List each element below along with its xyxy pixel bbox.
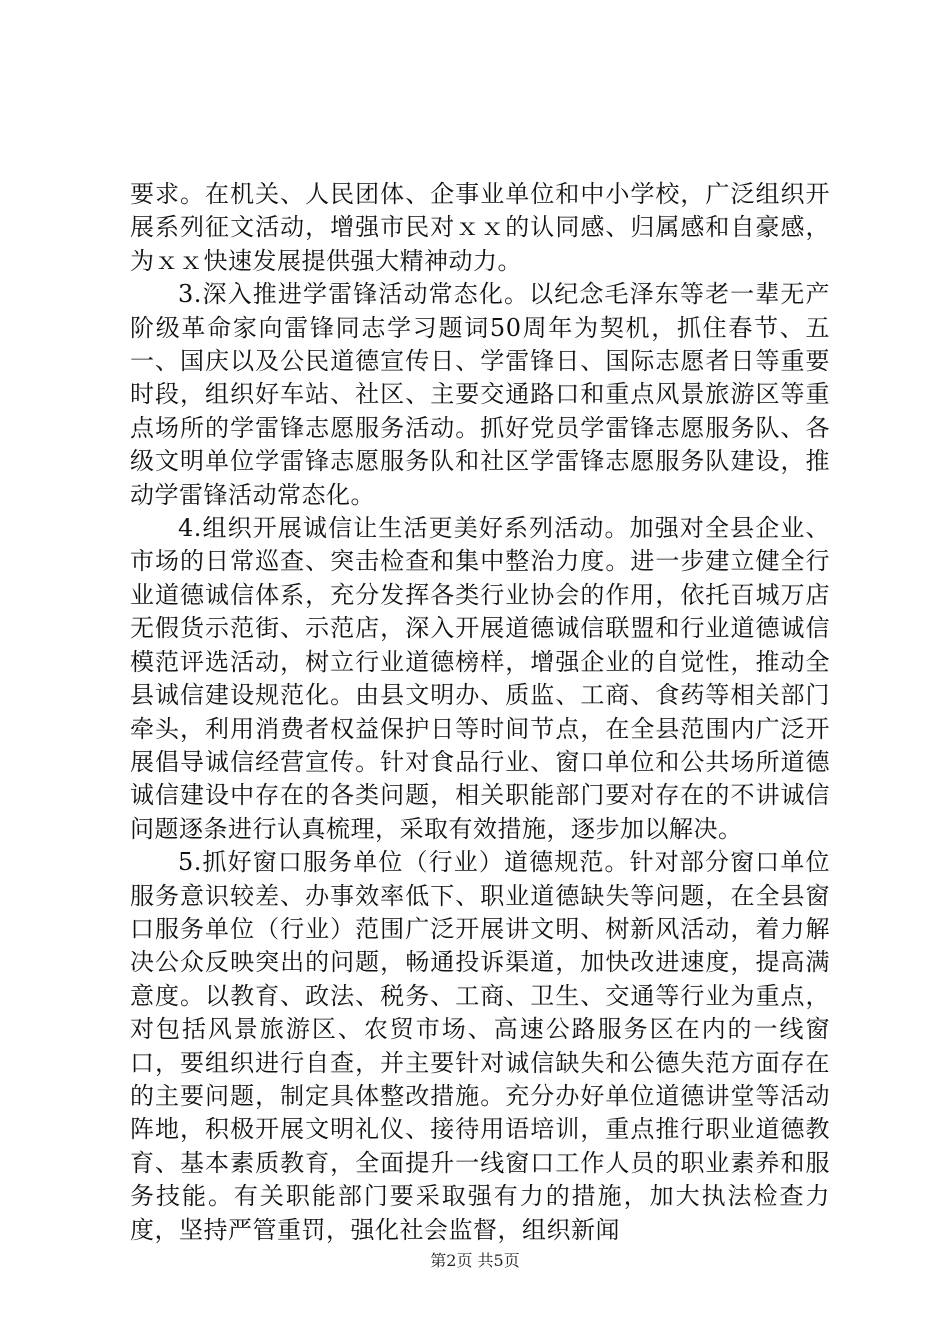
document-body [130, 178, 830, 1247]
paragraph-item-3: 3.深入推进学雷锋活动常态化。以纪念毛泽东等老一辈无产阶级革命家向雷锋同志学习题词50周年为契机，抓住春节、五一、国庆以及公民道德宣传日、学雷锋日、国际志愿者日等重要时段，组织好车站、社区、主要交通路口和重点风景旅游区等重点场所的学雷锋志愿服务活动。抓好党员学雷锋志愿服务队、各级文明单位学雷锋志愿服务队和社区学雷锋志愿服务队建设，推动学雷锋活动常态化。 [130, 280, 830, 509]
paragraph-item-5: 5.抓好窗口服务单位（行业）道德规范。针对部分窗口单位服务意识较差、办事效率低下、职业道德缺失等问题，在全县窗口服务单位（行业）范围广泛开展讲文明、树新风活动，着力解决公众反映突出的问题，畅通投诉渠道，加快改进速度，提高满意度。以教育、政法、税务、工商、卫生、交通等行业为重点，对包括风景旅游区、农贸市场、高速公路服务区在内的一线窗口，要组织进行自查，并主要针对诚信缺失和公德失范方面存在的主要问题，制定具体整改措施。充分办好单位道德讲堂等活动阵地，积极开展文明礼仪、接待用语培训，重点推行职业道德教育、基本素质教育，全面提升一线窗口工作人员的职业素养和服务技能。有关职能部门要采取强有力的措施，加大执法检查力度，坚持严管重罚，强化社会监督，组织新闻 [130, 848, 830, 1244]
paragraph-item-4: 4.组织开展诚信让生活更美好系列活动。加强对全县企业、市场的日常巡查、突击检查和集中整治力度。进一步建立健全行业道德诚信体系，充分发挥各类行业协会的作用，依托百城万店无假货示范街、示范店，深入开展道德诚信联盟和行业道德诚信模范评选活动，树立行业道德榜样，增强企业的自觉性，推动全县诚信建设规范化。由县文明办、质监、工商、食药等相关部门牵头，利用消费者权益保护日等时间节点，在全县范围内广泛开展倡导诚信经营宣传。针对食品行业、窗口单位和公共场所道德诚信建设中存在的各类问题，相关职能部门要对存在的不讲诚信问题逐条进行认真梳理，采取有效措施，逐步加以解决。 [130, 514, 830, 843]
page-number-footer: 第2页 共5页 [430, 1251, 520, 1270]
paragraph-continuation: 要求。在机关、人民团体、企事业单位和中小学校，广泛组织开展系列征文活动，增强市民对ｘｘ的认同感、归属感和自豪感，为ｘｘ快速发展提供强大精神动力。 [130, 180, 830, 275]
